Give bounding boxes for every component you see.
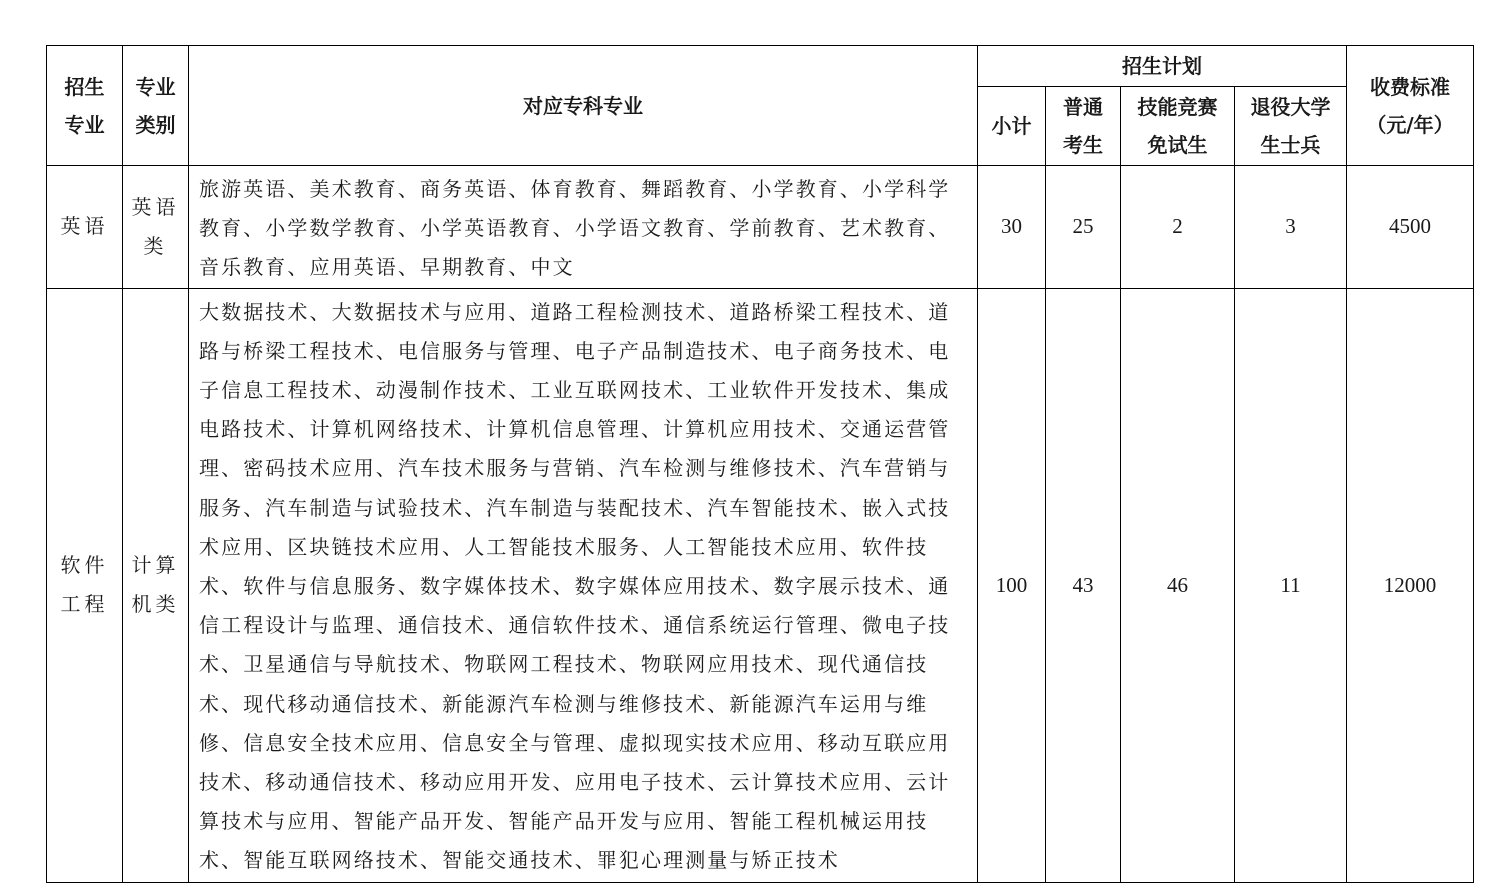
row-regular: 43 (1046, 288, 1121, 882)
row-veteran: 11 (1235, 288, 1347, 882)
row-related-majors (189, 288, 978, 882)
table-row (47, 166, 1474, 289)
header-subtotal (978, 87, 1046, 166)
row-category (123, 166, 189, 289)
row-major (47, 166, 123, 289)
row-skill: 46 (1121, 288, 1235, 882)
header-related (189, 46, 978, 166)
enrollment-table (46, 45, 1474, 883)
header-major (47, 46, 123, 166)
row-fee: 4500 (1347, 166, 1474, 289)
row-major (47, 288, 123, 882)
header-fee-label: 收费标准 （元/年） (1366, 74, 1454, 137)
row-category-text: 英语 类 (131, 194, 180, 258)
row-related-text: 旅游英语、美术教育、商务英语、体育教育、舞蹈教育、小学教育、小学科学教育、小学数学教育、小学英语教育、小学语文教育、学前教育、艺术教育、音乐教育、应用英语、早期教育、中文 (199, 177, 951, 280)
header-major-label: 招生 专业 (64, 74, 105, 137)
row-related-text: 大数据技术、大数据技术与应用、道路工程检测技术、道路桥梁工程技术、道路与桥梁工程技术、电信服务与管理、电子产品制造技术、电子商务技术、电子信息工程技术、动漫制作技术、工业互联网技术、工业软件开发技术、集成电路技术、计算机网络技术、计算机信息管理、计算机应用技术、交通运营管理、密码技术应用、汽车技术服务与营销、汽车检测与维修技术、汽车营销与服务、汽车制造与试验技术、汽车制造与装配技术、汽车智能技术、嵌入式技术应用、区块链技术应用、人工智能技术服务、人工智能技术应用、软件技术、软件与信息服务、数字媒体技术、数字媒体应用技术、数字展示技术、通信工程设计与监理、通信技术、通信软件技术、通信系统运行管理、微电子技术、卫星通信与导航技术、物联网工程技术、物联网应用技术、现代通信技术、现代移动通信技术、新能源汽车检测与维修技术、新能源汽车运用与维修、信息安全技术应用、信息安全与管理、虚拟现实技术应用、移动互联应用技术、移动通信技术、移动应用开发、应用电子技术、云计算技术应用、云计算技术与应用、智能产品开发、智能产品开发与应用、智能工程机械运用技术、智能互联网络技术、智能交通技术、罪犯心理测量与矫正技术 (199, 299, 951, 873)
row-major-text: 英语 (60, 214, 109, 239)
row-category (123, 288, 189, 882)
header-plan (978, 46, 1347, 87)
row-category-text: 计算 机类 (131, 553, 180, 617)
header-subtotal-label: 小计 (991, 114, 1032, 138)
row-subtotal: 30 (978, 166, 1046, 289)
header-fee (1347, 46, 1474, 166)
row-skill: 2 (1121, 166, 1235, 289)
header-skill (1121, 87, 1235, 166)
header-plan-label: 招生计划 (1122, 54, 1202, 78)
row-related-majors (189, 166, 978, 289)
row-major-text: 软件 工程 (60, 553, 109, 617)
row-subtotal: 100 (978, 288, 1046, 882)
header-skill-label: 技能竞赛 免试生 (1137, 95, 1218, 157)
header-related-label: 对应专科专业 (523, 93, 643, 118)
table-row (47, 288, 1474, 882)
header-regular-label: 普通 考生 (1063, 95, 1103, 157)
header-category-label: 专业 类别 (135, 74, 176, 137)
row-veteran: 3 (1235, 166, 1347, 289)
header-regular (1046, 87, 1121, 166)
header-category (123, 46, 189, 166)
row-regular: 25 (1046, 166, 1121, 289)
header-veteran-label: 退役大学 生士兵 (1250, 95, 1331, 157)
header-row-top (47, 46, 1474, 87)
row-fee: 12000 (1347, 288, 1474, 882)
header-veteran (1235, 87, 1347, 166)
